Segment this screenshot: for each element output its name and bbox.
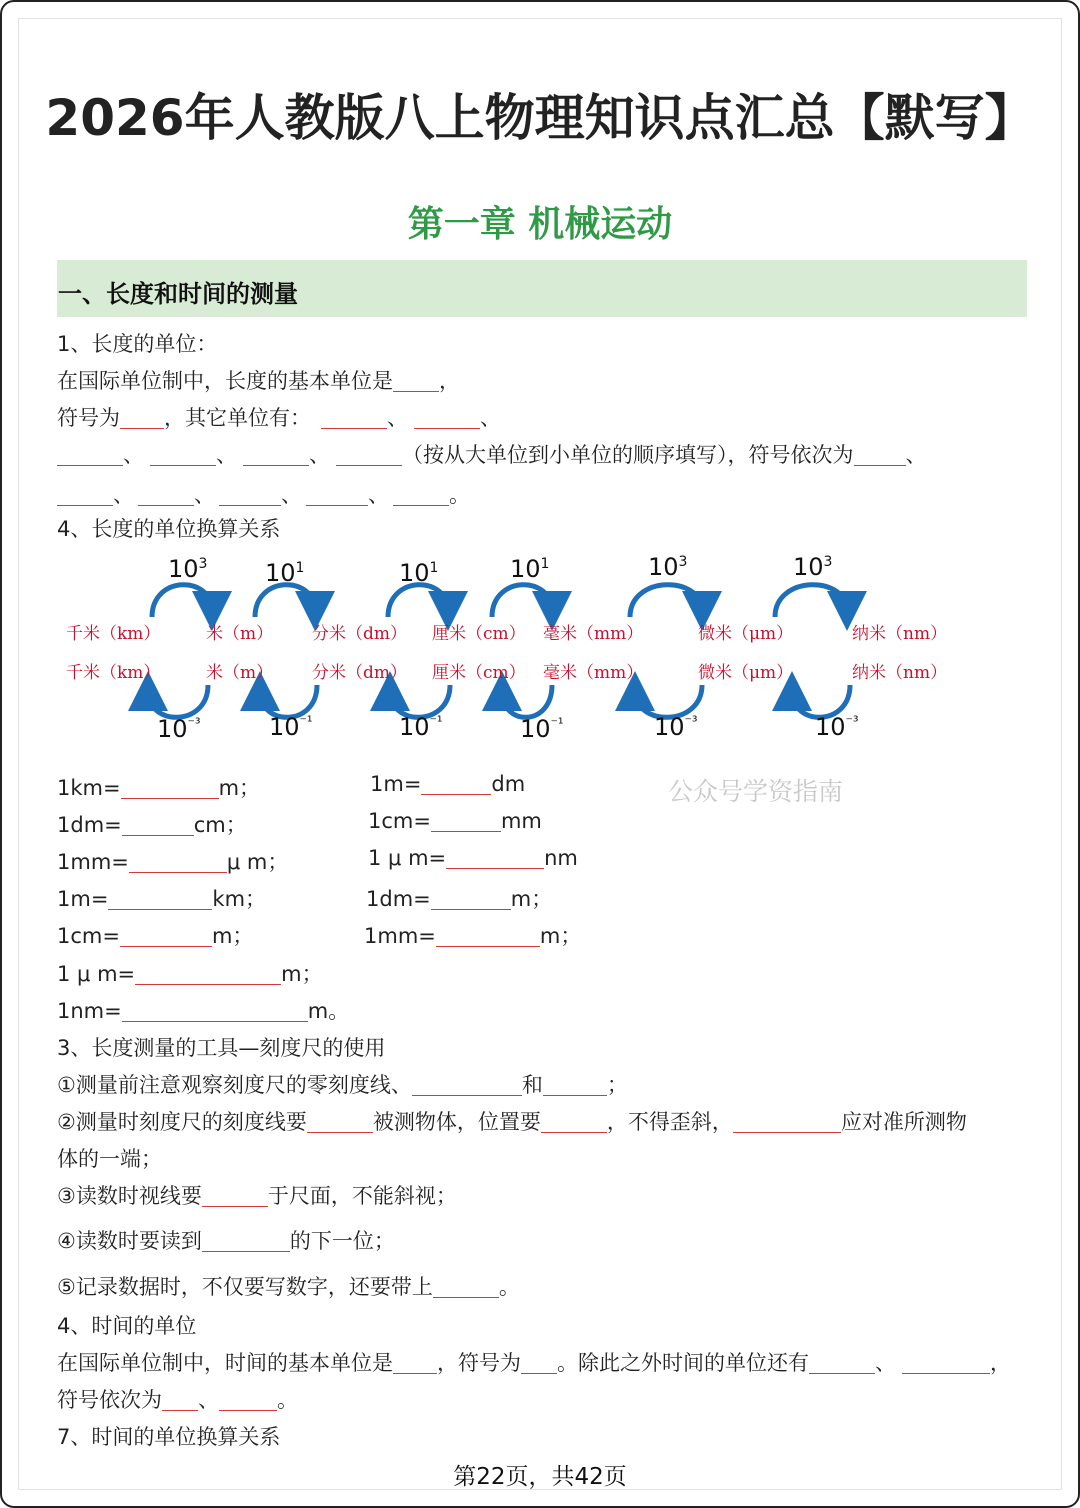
text: m； (211, 924, 254, 948)
exp-power: 3 (823, 554, 833, 570)
exp-bottom-3 (399, 713, 443, 741)
text: 符号依次为 (57, 1388, 162, 1412)
blank[interactable] (219, 1389, 277, 1411)
chapter-title: 第一章 机械运动 (407, 204, 673, 245)
text: m； (510, 887, 553, 911)
text: 1cm= (57, 924, 120, 948)
ruler-item-1 (57, 1069, 628, 1099)
blank[interactable] (393, 484, 449, 506)
text: 、 (309, 443, 330, 467)
exp-power: 1 (540, 556, 550, 572)
page-number: 第22页，共42页 (453, 1464, 627, 1490)
exp-bottom-1 (157, 715, 201, 743)
ruler-heading: 3、长度测量的工具—刻度尺的使用 (57, 1036, 386, 1060)
blank[interactable] (336, 444, 402, 466)
text: 1km= (57, 776, 121, 800)
text: 、 (198, 1388, 219, 1412)
blank[interactable] (414, 407, 480, 429)
blank[interactable] (306, 484, 368, 506)
blank[interactable] (219, 484, 281, 506)
blank[interactable] (412, 1074, 522, 1096)
text: ， (990, 1351, 1011, 1375)
conversion-arrow-top-2 (255, 585, 315, 617)
blank[interactable] (120, 407, 164, 429)
unit-km-top: 千米（km） (66, 624, 161, 644)
exp-power: 1 (295, 560, 305, 576)
conversion-m-dm (370, 772, 525, 796)
text: nm (544, 846, 578, 870)
blank[interactable] (122, 1000, 308, 1022)
exp-base: 10 (815, 713, 846, 741)
exp-power: ⁻¹ (299, 714, 313, 730)
exp-base: 10 (168, 555, 199, 583)
blank[interactable] (135, 963, 281, 985)
exp-top-2 (265, 559, 304, 587)
page-title: 2026年人教版八上物理知识点汇总【默写】 (45, 89, 1035, 147)
text: 和 (521, 1073, 543, 1097)
exp-power: ⁻³ (845, 714, 859, 730)
unit-dm-bottom: 分米（dm） (312, 663, 408, 683)
time-heading: 4、时间的单位 (57, 1314, 197, 1338)
conversion-arrow-bottom-4 (502, 685, 552, 717)
exp-base: 10 (269, 713, 300, 741)
blank[interactable] (541, 1111, 607, 1133)
text: ，符号为 (437, 1351, 521, 1375)
text: 1 μ m= (57, 962, 136, 986)
blank[interactable] (57, 484, 113, 506)
text: 1m= (370, 772, 422, 796)
text: 、 (281, 483, 302, 507)
blank[interactable] (243, 444, 309, 466)
exp-power: 3 (678, 554, 688, 570)
text: ， (439, 369, 460, 393)
unit-um-top: 微米（μm） (698, 624, 794, 644)
time-heading-2: 7、时间的单位换算关系 (57, 1425, 281, 1449)
blank[interactable] (433, 1276, 499, 1298)
text: ，其它单位有： (164, 406, 311, 430)
unit-line-4 (57, 479, 470, 509)
text: 1dm= (57, 813, 122, 837)
conversion-dm-cm (57, 809, 247, 839)
text: 1m= (57, 887, 109, 911)
text: 、 (387, 406, 408, 430)
text: 于尺面，不能斜视； (267, 1184, 457, 1208)
time-line-1 (57, 1347, 1011, 1377)
text: cm； (193, 813, 247, 837)
conversion-cm-mm (368, 809, 542, 833)
exp-top-4 (510, 555, 549, 583)
unit-mm-top: 毫米（mm） (543, 624, 644, 644)
blank[interactable] (122, 814, 194, 836)
blank[interactable] (809, 1352, 875, 1374)
blank[interactable] (446, 847, 544, 869)
exp-bottom-5 (654, 713, 698, 741)
exp-base: 10 (510, 555, 541, 583)
text: ②测量时刻度尺的刻度线要 (57, 1110, 307, 1134)
blank[interactable] (521, 1352, 557, 1374)
exp-base: 10 (265, 559, 296, 587)
text: 的下一位； (289, 1229, 395, 1253)
unit-cm-bottom: 厘米（cm） (432, 663, 526, 683)
conversion-mm-m (364, 920, 581, 950)
exp-base: 10 (520, 715, 551, 743)
conversion-um-m (57, 958, 323, 988)
blank[interactable] (129, 851, 227, 873)
text: m。 (307, 999, 350, 1023)
exp-bottom-6 (815, 713, 859, 741)
conversion-heading: 4、长度的单位换算关系 (57, 517, 281, 541)
conversion-cm-m (57, 920, 253, 950)
text: dm (491, 772, 526, 796)
text: 。 (449, 483, 470, 507)
text: m； (539, 924, 582, 948)
text: 1 μ m= (368, 846, 447, 870)
text: 、 (480, 406, 501, 430)
exp-base: 10 (399, 713, 430, 741)
blank[interactable] (854, 444, 906, 466)
ruler-item-2 (57, 1106, 967, 1136)
blank[interactable] (120, 925, 212, 947)
text: 、 (123, 443, 144, 467)
ruler-item-3 (57, 1180, 457, 1210)
conversion-arrow-bottom-1 (148, 685, 208, 717)
ruler-item-2-cont: 体的一端； (57, 1147, 162, 1171)
blank[interactable] (733, 1111, 841, 1133)
conversion-dm-m (366, 883, 552, 913)
exp-power: ⁻³ (684, 714, 698, 730)
exp-top-5 (648, 553, 687, 581)
blank[interactable] (307, 1111, 373, 1133)
blank[interactable] (421, 773, 491, 795)
text: 1mm= (57, 850, 129, 874)
text: ④读数时要读到 (57, 1229, 202, 1253)
text: 1dm= (366, 887, 431, 911)
text: m； (218, 776, 261, 800)
text: 、 (905, 443, 927, 467)
text: ，不得歪斜， (606, 1110, 733, 1134)
watermark: 公众号学资指南 (668, 777, 844, 806)
blank[interactable] (431, 888, 511, 910)
unit-mm-bottom: 毫米（mm） (543, 663, 644, 683)
blank[interactable] (393, 1352, 437, 1374)
ruler-item-5 (57, 1271, 520, 1301)
text: 、 (194, 483, 215, 507)
exp-power: 1 (429, 560, 439, 576)
exp-bottom-4 (520, 715, 564, 743)
text: km； (212, 887, 267, 911)
exp-power: ⁻¹ (429, 714, 443, 730)
conversion-nm-m (57, 995, 349, 1025)
time-line-2 (57, 1384, 298, 1414)
unit-nm-top: 纳米（nm） (852, 624, 948, 644)
text: 、 (216, 443, 237, 467)
conversion-km-m (57, 772, 260, 802)
exp-top-6 (793, 553, 832, 581)
blank[interactable] (162, 1389, 198, 1411)
text: 、 (368, 483, 389, 507)
blank[interactable] (321, 407, 387, 429)
unit-m-top: 米（m） (206, 624, 274, 644)
text: 。除此之外时间的单位还有 (557, 1351, 809, 1375)
text: mm (500, 809, 542, 833)
unit-nm-bottom: 纳米（nm） (852, 663, 948, 683)
blank[interactable] (431, 810, 501, 832)
blank[interactable] (202, 1185, 268, 1207)
text: 、 (875, 1351, 896, 1375)
blank[interactable] (57, 444, 123, 466)
unit-km-bottom: 千米（km） (66, 663, 161, 683)
conversion-um-nm (368, 846, 578, 870)
exp-base: 10 (399, 559, 430, 587)
unit-dm-top: 分米（dm） (312, 624, 408, 644)
text: ①测量前注意观察刻度尺的零刻度线、 (57, 1073, 412, 1097)
exp-base: 10 (654, 713, 685, 741)
text: ⑤记录数据时，不仅要写数字，还要带上 (57, 1275, 433, 1299)
text: 1cm= (368, 809, 431, 833)
conversion-arrow-top-6 (775, 585, 847, 617)
blank[interactable] (121, 777, 219, 799)
unit-line-3 (57, 439, 927, 469)
text: 应对准所测物 (840, 1110, 967, 1134)
exp-top-3 (399, 559, 438, 587)
conversion-arrow-top-3 (388, 585, 448, 617)
exp-base: 10 (648, 553, 679, 581)
blank[interactable] (543, 1074, 607, 1096)
text: 1nm= (57, 999, 122, 1023)
blank[interactable] (902, 1352, 990, 1374)
unit-um-bottom: 微米（μm） (698, 663, 794, 683)
blank[interactable] (138, 484, 194, 506)
unit-conversion-diagram (40, 545, 980, 755)
exp-base: 10 (793, 553, 824, 581)
text: m； (281, 962, 323, 986)
conversion-arrow-top-5 (630, 585, 702, 617)
text: 被测物体，位置要 (372, 1110, 541, 1134)
section-title: 一、长度和时间的测量 (58, 280, 298, 308)
text: ； (606, 1073, 628, 1097)
unit-cm-top: 厘米（cm） (432, 624, 526, 644)
blank[interactable] (150, 444, 216, 466)
ruler-item-4 (57, 1225, 395, 1255)
exp-top-1 (168, 555, 207, 583)
blank[interactable] (436, 925, 540, 947)
unit-line-1 (57, 365, 460, 395)
text: 。 (498, 1275, 520, 1299)
text: 在国际单位制中，时间的基本单位是 (57, 1351, 393, 1375)
conversion-arrow-top-4 (492, 585, 552, 617)
unit-line-2 (57, 402, 501, 432)
conversion-arrow-top-1 (152, 585, 212, 617)
exp-base: 10 (157, 715, 188, 743)
text: μ m； (226, 850, 289, 874)
unit-m-bottom: 米（m） (206, 663, 274, 683)
exp-power: ⁻¹ (550, 716, 564, 732)
text: （按从大单位到小单位的顺序填写），符号依次为 (402, 443, 854, 467)
blank[interactable] (108, 888, 212, 910)
blank[interactable] (393, 370, 439, 392)
text: ③读数时视线要 (57, 1184, 202, 1208)
exp-bottom-2 (269, 713, 313, 741)
unit-heading: 1、长度的单位： (57, 332, 218, 356)
text: 、 (113, 483, 134, 507)
text: 在国际单位制中，长度的基本单位是 (57, 369, 393, 393)
conversion-m-km (57, 883, 266, 913)
text: 。 (277, 1388, 298, 1412)
text: 符号为 (57, 406, 120, 430)
text: 1mm= (364, 924, 436, 948)
exp-power: ⁻³ (187, 716, 201, 732)
exp-power: 3 (198, 556, 208, 572)
blank[interactable] (202, 1230, 290, 1252)
conversion-mm-um (57, 846, 288, 876)
